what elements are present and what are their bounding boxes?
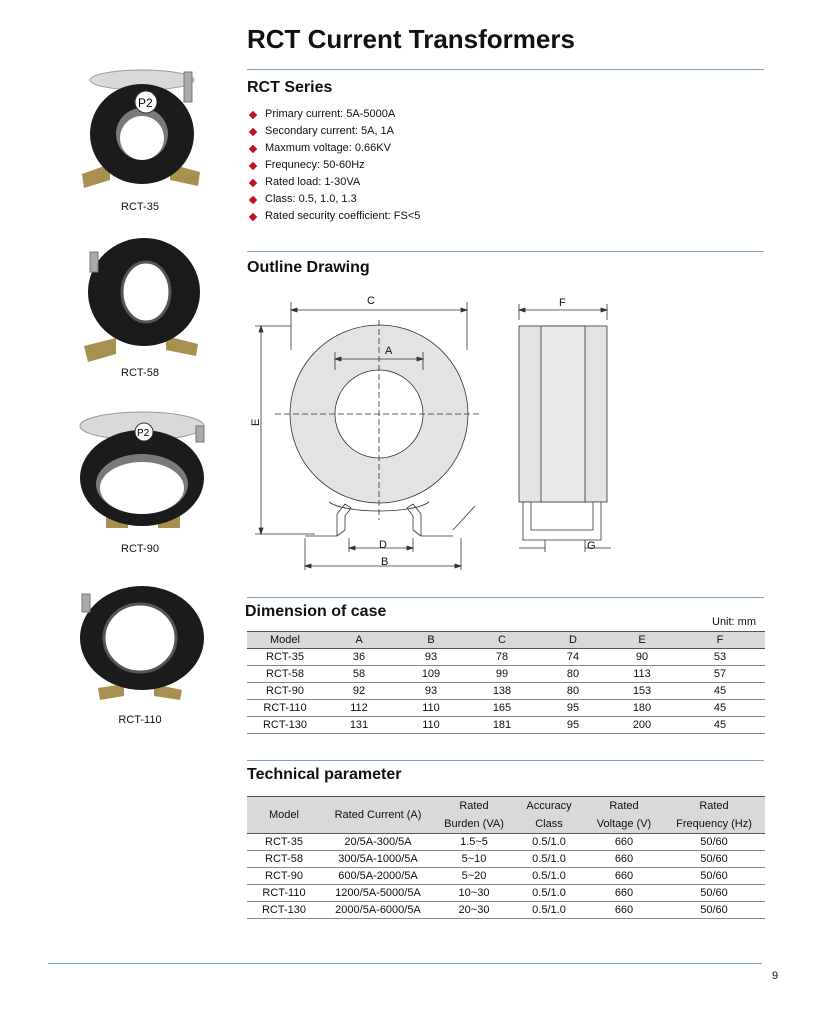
column-header: Rated Burden (VA) [435,797,513,834]
dimension-label-d: D [379,539,387,551]
bullet-item: Secondary current: 5A, 1A [249,123,420,140]
bullet-diamond-icon [249,110,257,118]
bullet-item: Primary current: 5A-5000A [249,106,420,123]
technical-parameter-table [247,796,765,919]
page-title: RCT Current Transformers [247,24,575,54]
spec-bullet-list [249,106,420,225]
footer-rule [48,963,762,964]
dimension-label-e: E [250,418,262,426]
title-rule [247,69,764,70]
dimension-label-a: A [385,345,393,357]
product-image-rct-58 [72,230,212,370]
column-header: D [537,632,609,649]
product-label-rct-35: RCT-35 [121,201,159,213]
bullet-item: Rated load: 1-30VA [249,174,420,191]
product-label-rct-110: RCT-110 [118,714,162,726]
bullet-diamond-icon [249,161,257,169]
bullet-diamond-icon [249,127,257,135]
dimension-label-g: G [587,540,596,552]
column-header: Rated Voltage (V) [585,797,663,834]
table-header-row [247,632,765,649]
column-header: Rated Current (A) [321,797,435,834]
rct-series-heading: RCT Series [247,79,333,96]
column-header: B [395,632,467,649]
bullet-item: Class: 0.5, 1.0, 1.3 [249,191,420,208]
section-rule [247,597,764,598]
column-header: A [323,632,395,649]
column-header: Rated Frequency (Hz) [663,797,765,834]
dimension-label-b: B [381,556,389,568]
dimension-label-c: C [367,295,375,307]
table-header-row [247,797,765,834]
table-row: RCT-110 1200/5A-5000/5A 10~30 0.5/1.0 660 50/60 [247,885,765,902]
table-row: RCT-58 58 109 99 80 113 57 [247,666,765,683]
bullet-diamond-icon [249,195,257,203]
technical-parameter-heading: Technical parameter [247,766,402,783]
product-label-rct-58: RCT-58 [121,367,159,379]
table-row: RCT-130 131 110 181 95 200 45 [247,717,765,734]
dimension-table [247,631,765,734]
table-row: RCT-110 112 110 165 95 180 45 [247,700,765,717]
table-row: RCT-58 300/5A-1000/5A 5~10 0.5/1.0 660 50/60 [247,851,765,868]
table-row: RCT-90 92 93 138 80 153 45 [247,683,765,700]
outline-drawing [245,290,615,580]
bullet-item: Maxmum voltage: 0.66KV [249,140,420,157]
table-row: RCT-35 20/5A-300/5A 1.5~5 0.5/1.0 660 50/60 [247,834,765,851]
bullet-diamond-icon [249,144,257,152]
section-rule [247,760,764,761]
bullet-item: Rated security coefficient: FS<5 [249,208,420,225]
column-header: C [467,632,537,649]
unit-label: Unit: mm [712,616,756,628]
column-header: E [609,632,675,649]
table-row: RCT-130 2000/5A-6000/5A 20~30 0.5/1.0 660 50/60 [247,902,765,919]
product-image-rct-90 [72,404,212,544]
terminal-label-p2: P2 [137,428,150,439]
page-number: 9 [772,970,779,982]
column-header: F [675,632,765,649]
bullet-item: Frequnecy: 50-60Hz [249,157,420,174]
outline-drawing-heading: Outline Drawing [247,259,370,276]
table-row: RCT-90 600/5A-2000/5A 5~20 0.5/1.0 660 50/60 [247,868,765,885]
bullet-diamond-icon [249,178,257,186]
table-row: RCT-35 36 93 78 74 90 53 [247,649,765,666]
column-header: Model [247,632,323,649]
dimension-label-f: F [559,297,566,309]
product-image-rct-110 [72,580,212,710]
product-image-rct-35 [72,62,212,202]
column-header: Accuracy Class [513,797,585,834]
dimension-of-case-heading: Dimension of case [245,603,387,620]
section-rule [247,251,764,252]
bullet-diamond-icon [249,212,257,220]
terminal-label-p2: P2 [138,96,153,110]
product-label-rct-90: RCT-90 [121,543,159,555]
column-header: Model [247,797,321,834]
